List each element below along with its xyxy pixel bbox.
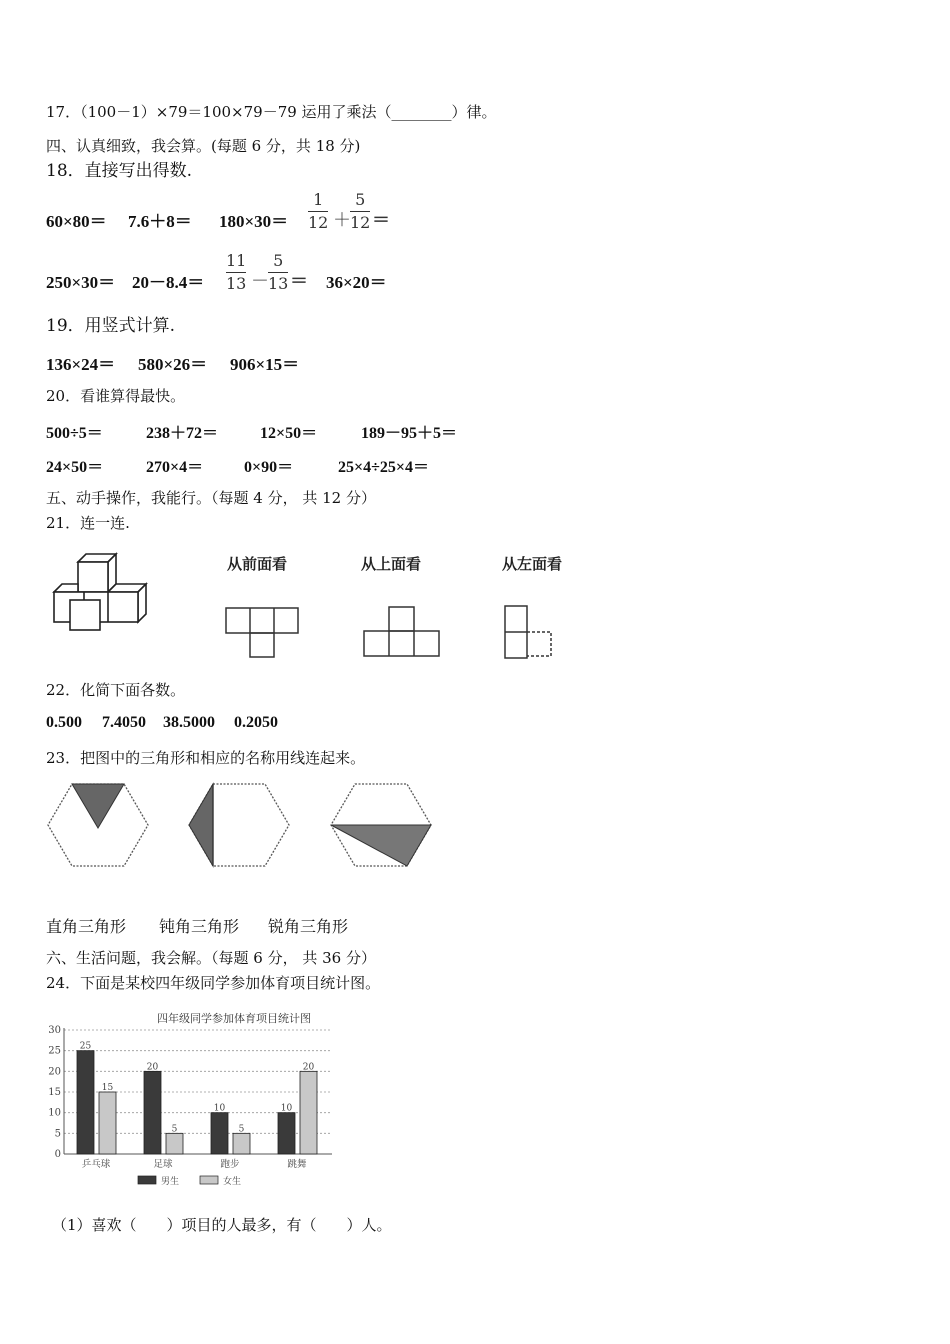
- q19-expr: 906×15＝: [230, 355, 300, 374]
- q20-expr: 24×50＝: [46, 459, 104, 476]
- bar-girls: [300, 1071, 317, 1154]
- bar-boys: [144, 1071, 161, 1154]
- y-tick-label: 25: [48, 1045, 61, 1057]
- section-4-heading: 四、认真细致，我会算。(每题 6 分，共 18 分): [46, 137, 361, 155]
- q22-number: 0.500: [46, 714, 82, 731]
- question-23: 23．把图中的三角形和相应的名称用线连起来。: [46, 749, 366, 767]
- bar-boys: [211, 1113, 228, 1154]
- legend-label: 女生: [223, 1177, 242, 1187]
- q20-expr: 238＋72＝: [146, 425, 219, 442]
- question-19: 19．用竖式计算.: [46, 316, 176, 336]
- triangle-name: 锐角三角形: [268, 917, 349, 936]
- q20-expr: 189－95＋5＝: [361, 425, 458, 442]
- q20-expr: 500÷5＝: [46, 425, 103, 442]
- q20-expr: 270×4＝: [146, 459, 204, 476]
- category-label: 跑步: [220, 1159, 240, 1170]
- q19-expr: 136×24＝: [46, 355, 116, 374]
- hexagon-obtuse-triangle: [329, 780, 433, 870]
- view-label-left: 从左面看: [502, 555, 563, 573]
- hexagon-acute-triangle: [46, 780, 150, 870]
- cube-stack-figure: [48, 548, 160, 634]
- y-tick-label: 15: [48, 1087, 61, 1098]
- fraction: 5 12: [350, 190, 371, 232]
- hexagon-right-triangle: [187, 780, 291, 870]
- fraction: 5 13: [268, 251, 289, 293]
- y-tick-label: 5: [54, 1128, 61, 1140]
- question-20: 20．看谁算得最快。: [46, 387, 186, 405]
- bar-boys: [77, 1051, 94, 1154]
- y-tick-label: 10: [48, 1107, 61, 1119]
- q18-expr-5: 20－8.4＝: [132, 273, 205, 292]
- category-label: 乒乓球: [81, 1159, 111, 1170]
- question-22: 22．化简下面各数。: [46, 681, 186, 699]
- legend-swatch: [200, 1176, 218, 1184]
- chart-title: 四年级同学参加体育项目统计图: [157, 1012, 311, 1025]
- question-24-part-1: （1）喜欢（ ）项目的人最多，有（ ）人。: [52, 1216, 392, 1234]
- q20-expr: 25×4÷25×4＝: [338, 459, 430, 476]
- view-shape-inverted-t: [360, 604, 442, 660]
- triangle-name: 直角三角形: [46, 917, 127, 936]
- y-tick-label: 0: [54, 1149, 61, 1160]
- bar-girls: [99, 1092, 116, 1154]
- section-6-heading: 六、生活问题，我会解。（每题 6 分， 共 36 分）: [46, 949, 376, 967]
- q18-expr-3: 180×30＝: [219, 212, 289, 231]
- q22-number: 38.5000: [163, 714, 215, 731]
- q18-expr-2: 7.6＋8＝: [128, 212, 192, 231]
- view-label-top: 从上面看: [361, 555, 422, 573]
- y-tick-label: 20: [48, 1066, 61, 1078]
- view-label-front: 从前面看: [227, 555, 288, 573]
- q18-expr-6: 36×20＝: [326, 273, 387, 292]
- bar-value-label: 20: [146, 1062, 159, 1073]
- question-17: 17．（100－1）×79＝100×79－79 运用了乘法（________）律。: [46, 103, 497, 121]
- legend-swatch: [138, 1176, 156, 1184]
- q20-expr: 12×50＝: [260, 425, 318, 442]
- bar-value-label: 10: [280, 1103, 293, 1114]
- category-label: 跳舞: [287, 1159, 307, 1170]
- view-shape-l: [500, 602, 556, 662]
- q18-expr-1: 60×80＝: [46, 212, 107, 231]
- fraction: 1 12: [308, 190, 329, 232]
- q20-expr: 0×90＝: [244, 459, 294, 476]
- equals-sign: ＝: [290, 271, 308, 292]
- plus-sign: ＋: [333, 210, 351, 231]
- question-18: 18．直接写出得数.: [46, 161, 193, 181]
- bar-value-label: 15: [101, 1083, 114, 1093]
- bar-boys: [278, 1113, 295, 1154]
- view-shape-t: [222, 604, 302, 660]
- q22-number: 7.4050: [102, 714, 146, 731]
- triangle-name: 钝角三角形: [159, 917, 240, 936]
- bar-value-label: 20: [302, 1062, 315, 1073]
- fraction: 11 13: [226, 251, 247, 293]
- q19-expr: 580×26＝: [138, 355, 208, 374]
- equals-sign: ＝: [372, 210, 390, 231]
- bar-value-label: 25: [79, 1041, 92, 1052]
- section-5-heading: 五、动手操作，我能行。（每题 4 分， 共 12 分）: [46, 489, 376, 507]
- bar-girls: [166, 1133, 183, 1154]
- category-label: 足球: [153, 1159, 173, 1170]
- legend-label: 男生: [161, 1177, 180, 1187]
- minus-sign: －: [251, 271, 269, 292]
- bar-girls: [233, 1133, 250, 1154]
- q22-number: 0.2050: [234, 714, 278, 731]
- q18-expr-4: 250×30＝: [46, 273, 116, 292]
- bar-value-label: 5: [238, 1124, 245, 1135]
- y-tick-label: 30: [48, 1025, 61, 1036]
- sports-bar-chart: [44, 1006, 340, 1192]
- question-24: 24．下面是某校四年级同学参加体育项目统计图。: [46, 974, 381, 992]
- question-21: 21．连一连.: [46, 514, 130, 532]
- bar-value-label: 10: [213, 1103, 226, 1114]
- bar-value-label: 5: [171, 1124, 178, 1135]
